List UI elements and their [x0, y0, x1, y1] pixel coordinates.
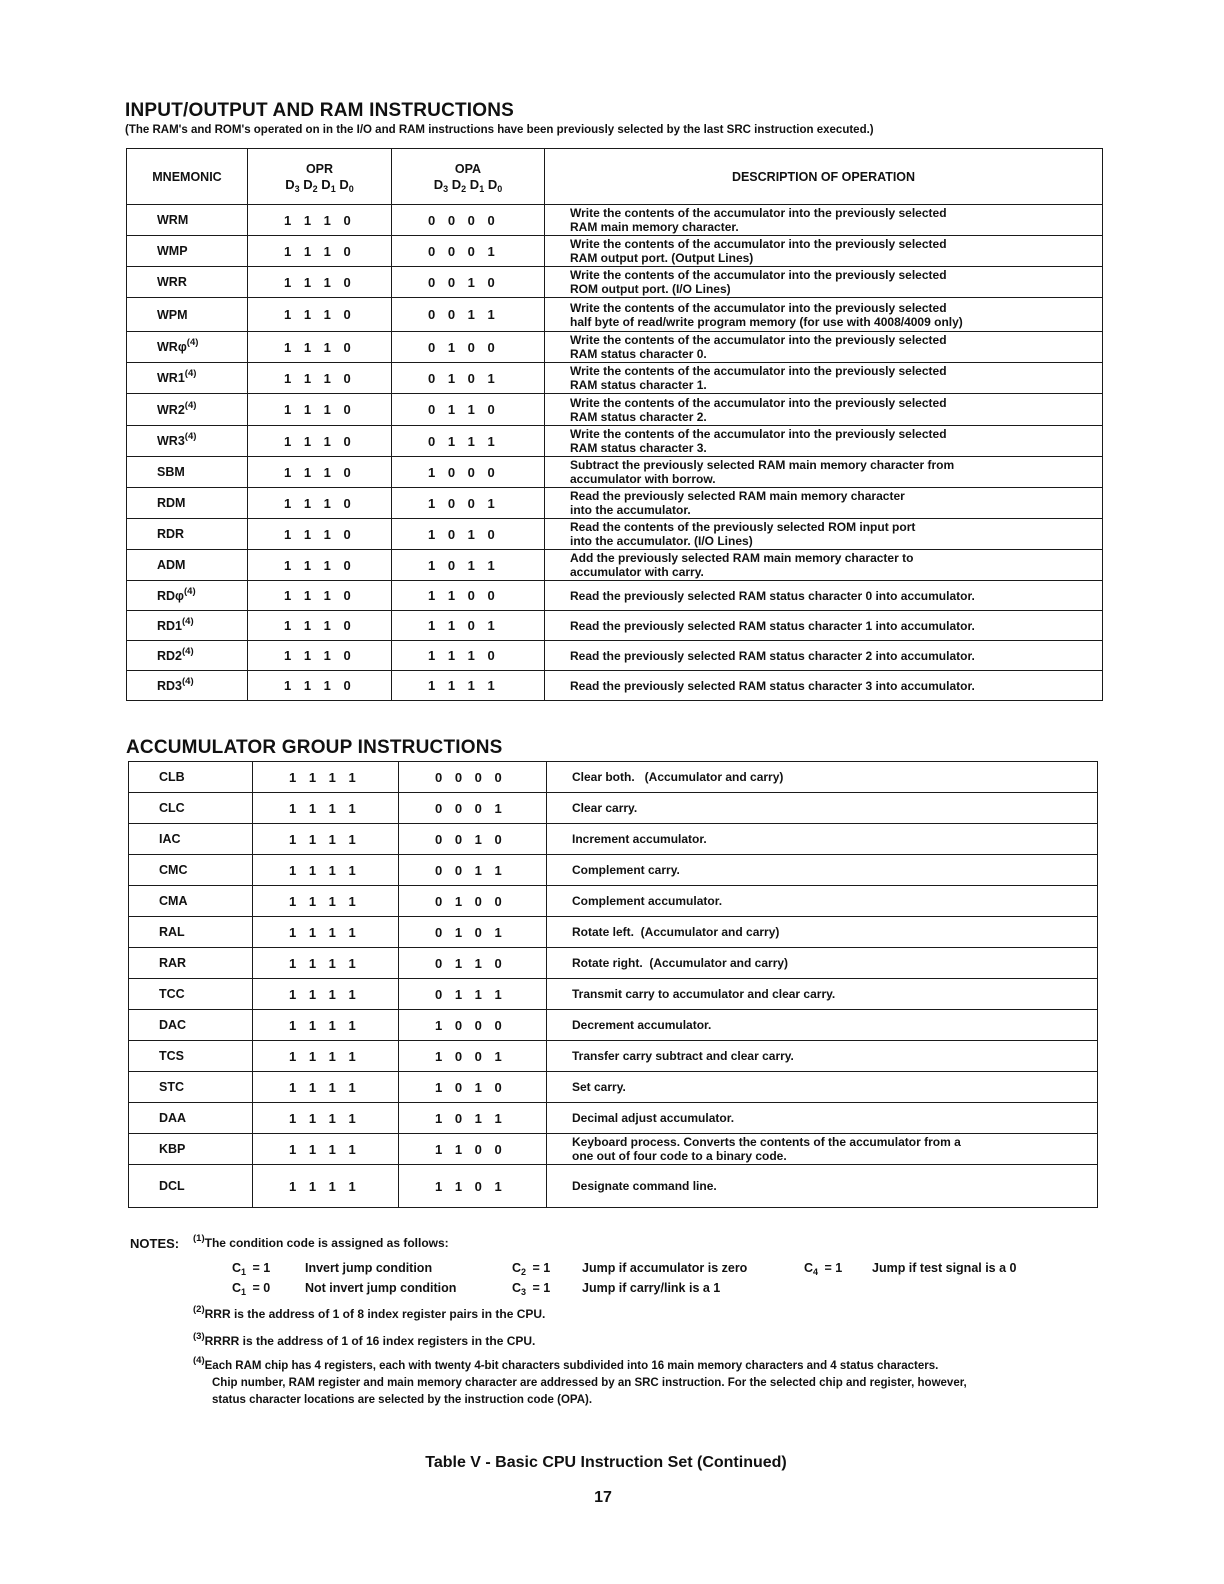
description-cell: Write the contents of the accumulator into the previously selected RAM status character 1. — [545, 363, 1103, 394]
table-row — [127, 550, 1103, 581]
opa-bits-cell: 0 0 0 0 — [399, 762, 547, 793]
mnemonic-cell: RD2$^{(4)}$ — [127, 641, 248, 671]
description-cell: Read the previously selected RAM status character 3 into accumulator. — [545, 671, 1103, 701]
description-cell: Read the contents of the previously selected ROM input port into the accumulator. (I/O Lines) — [545, 519, 1103, 550]
opr-bits-cell: 1 1 1 0 — [248, 488, 392, 519]
description-cell: Add the previously selected RAM main memory character to accumulator with carry. — [545, 550, 1103, 581]
opa-bits-cell: 0 1 0 1 — [392, 363, 545, 394]
mnemonic-cell: RDR — [127, 519, 248, 550]
description-cell: Write the contents of the accumulator into the previously selected RAM status character 2. — [545, 394, 1103, 426]
opa-bits-cell: 0 0 1 0 — [392, 267, 545, 298]
table-row — [129, 1103, 1098, 1134]
table-row — [127, 332, 1103, 363]
opa-bits-cell: 0 0 1 0 — [399, 824, 547, 855]
description-cell: Transfer carry subtract and clear carry. — [547, 1041, 1098, 1072]
table-row — [127, 457, 1103, 488]
opr-bits-cell: 1 1 1 1 — [253, 1072, 399, 1103]
opa-bits-cell: 1 0 0 0 — [392, 457, 545, 488]
table-row — [129, 824, 1098, 855]
mnemonic-cell: WRM — [127, 205, 248, 236]
note-3: $^{(3)}$RRRR is the address of 1 of 16 index registers in the CPU. — [193, 1331, 536, 1348]
description-cell: Write the contents of the accumulator into the previously selected RAM status character 0. — [545, 332, 1103, 363]
table-row — [129, 762, 1098, 793]
table-row — [129, 886, 1098, 917]
condition-c2: $C_2 = 1$ Jump if accumulator is zero — [512, 1261, 748, 1277]
description-cell: Read the previously selected RAM status character 1 into accumulator. — [545, 611, 1103, 641]
opr-bits-cell: 1 1 1 1 — [253, 948, 399, 979]
description-cell: Transmit carry to accumulator and clear carry. — [547, 979, 1098, 1010]
mnemonic-cell: WR2$^{(4)}$ — [127, 394, 248, 426]
mnemonic-cell: SBM — [127, 457, 248, 488]
opa-bits-cell: 1 0 0 1 — [392, 488, 545, 519]
note-4: $^{(4)}$Each RAM chip has 4 registers, each with twenty 4-bit characters subdivided into 16 main memory characters and 4 status characters. — [193, 1355, 939, 1372]
note-2: $^{(2)}$RRR is the address of 1 of 8 index register pairs in the CPU. — [193, 1304, 546, 1321]
page-number: 17 — [594, 1489, 612, 1506]
opr-bits-cell: 1 1 1 1 — [253, 979, 399, 1010]
description-cell: Subtract the previously selected RAM main memory character from accumulator with borrow. — [545, 457, 1103, 488]
table-row — [129, 1041, 1098, 1072]
table-row — [127, 488, 1103, 519]
header-mnemonic: MNEMONIC — [127, 149, 248, 205]
table-row — [129, 793, 1098, 824]
opa-bits-cell: 0 0 1 1 — [399, 855, 547, 886]
mnemonic-cell: IAC — [129, 824, 253, 855]
table-row — [129, 948, 1098, 979]
table-row — [127, 581, 1103, 611]
table-row — [127, 611, 1103, 641]
footnote-ref: (4) — [182, 615, 194, 627]
table-row — [127, 236, 1103, 267]
io-section-subtitle: (The RAM's and ROM's operated on in the I/O and RAM instructions have been previously selected by the last SRC instruction executed.) — [125, 124, 874, 136]
opr-bits-cell: 1 1 1 1 — [253, 855, 399, 886]
mnemonic-cell: WPM — [127, 298, 248, 332]
table-header-row — [127, 149, 1103, 205]
opa-bits-cell: 0 1 0 1 — [399, 917, 547, 948]
mnemonic-cell: WRR — [127, 267, 248, 298]
io-section-title: INPUT/OUTPUT AND RAM INSTRUCTIONS — [125, 100, 515, 121]
opa-bits-cell: 0 0 1 1 — [392, 298, 545, 332]
header-opa: OPA $D_3$ $D_2$ $D_1$ $D_0$ — [392, 149, 545, 205]
opr-bits-cell: 1 1 1 1 — [253, 1010, 399, 1041]
header-description: DESCRIPTION OF OPERATION — [545, 149, 1103, 205]
table-row — [129, 979, 1098, 1010]
opr-bits-cell: 1 1 1 0 — [248, 457, 392, 488]
mnemonic-cell: KBP — [129, 1134, 253, 1165]
mnemonic-cell: CMA — [129, 886, 253, 917]
opr-bits-cell: 1 1 1 0 — [248, 581, 392, 611]
opr-bits-cell: 1 1 1 1 — [253, 886, 399, 917]
footnote-ref: (4) — [184, 399, 197, 411]
table-row — [129, 855, 1098, 886]
opr-bits-cell: 1 1 1 1 — [253, 1134, 399, 1165]
description-cell: Rotate right. (Accumulator and carry) — [547, 948, 1098, 979]
opa-bits-cell: 1 0 0 1 — [399, 1041, 547, 1072]
table-row — [127, 363, 1103, 394]
description-cell: Rotate left. (Accumulator and carry) — [547, 917, 1098, 948]
opa-bits-cell: 0 1 0 0 — [399, 886, 547, 917]
opr-bits-cell: 1 1 1 0 — [248, 671, 392, 701]
opa-bits-cell: 1 1 0 1 — [399, 1165, 547, 1208]
opa-bits-cell: 0 1 1 1 — [399, 979, 547, 1010]
opr-bits-cell: 1 1 1 1 — [253, 824, 399, 855]
description-cell: Clear carry. — [547, 793, 1098, 824]
mnemonic-cell: RAR — [129, 948, 253, 979]
footnote-ref: (4) — [182, 645, 194, 657]
io-ram-instruction-table — [126, 148, 1103, 701]
table-row — [127, 671, 1103, 701]
opr-bits-cell: 1 1 1 0 — [248, 550, 392, 581]
mnemonic-cell: STC — [129, 1072, 253, 1103]
footnote-ref: (4) — [184, 431, 197, 442]
opa-bits-cell: 0 0 0 1 — [392, 236, 545, 267]
description-cell: Set carry. — [547, 1072, 1098, 1103]
opr-bits-cell: 1 1 1 0 — [248, 298, 392, 332]
description-cell: Complement carry. — [547, 855, 1098, 886]
mnemonic-cell: ADM — [127, 550, 248, 581]
condition-c1-1: $C_1 = 1$ Invert jump condition — [232, 1261, 433, 1277]
table-row — [127, 298, 1103, 332]
opr-bits-cell: 1 1 1 0 — [248, 205, 392, 236]
opr-bits-cell: 1 1 1 0 — [248, 332, 392, 363]
table-row — [127, 426, 1103, 457]
description-cell: Write the contents of the accumulator into the previously selected half byte of read/write program memory (for use with 4008/4009 only) — [545, 298, 1103, 332]
opr-bits-cell: 1 1 1 0 — [248, 641, 392, 671]
opa-bit-labels: $D_3$ $D_2$ $D_1$ $D_0$ — [433, 176, 503, 194]
opr-bits-cell: 1 1 1 0 — [248, 363, 392, 394]
description-cell: Read the previously selected RAM status character 2 into accumulator. — [545, 641, 1103, 671]
opr-bit-labels: $D_3$ $D_2$ $D_1$ $D_0$ — [285, 176, 354, 194]
opa-bits-cell: 0 1 1 0 — [392, 394, 545, 426]
opa-bits-cell: 0 1 1 1 — [392, 426, 545, 457]
opa-bits-cell: 1 0 1 1 — [392, 550, 545, 581]
table-caption: Table V - Basic CPU Instruction Set (Continued) — [425, 1454, 787, 1471]
mnemonic-cell: RDM — [127, 488, 248, 519]
opa-bits-cell: 0 1 1 0 — [399, 948, 547, 979]
opr-bits-cell: 1 1 1 1 — [253, 1103, 399, 1134]
mnemonic-cell: DAA — [129, 1103, 253, 1134]
condition-c1-0: $C_1 = 0$ Not invert jump condition — [232, 1281, 457, 1297]
opr-bits-cell: 1 1 1 0 — [248, 519, 392, 550]
table-row — [129, 1010, 1098, 1041]
opr-bits-cell: 1 1 1 0 — [248, 394, 392, 426]
mnemonic-cell: RDφ$^{(4)}$ — [127, 581, 248, 611]
opr-bits-cell: 1 1 1 1 — [253, 917, 399, 948]
mnemonic-cell: WR3$^{(4)}$ — [127, 426, 248, 457]
note-4-line-2: Chip number, RAM register and main memory character are addressed by an SRC instruction. For the selected chip and register, however, — [212, 1377, 967, 1389]
mnemonic-cell: WMP — [127, 236, 248, 267]
description-cell: Increment accumulator. — [547, 824, 1098, 855]
table-row — [127, 267, 1103, 298]
opa-bits-cell: 1 1 0 0 — [392, 581, 545, 611]
description-cell: Write the contents of the accumulator into the previously selected ROM output port. (I/O Lines) — [545, 267, 1103, 298]
table-row — [129, 917, 1098, 948]
opa-bits-cell: 1 0 1 1 — [399, 1103, 547, 1134]
mnemonic-cell: CMC — [129, 855, 253, 886]
description-cell: Write the contents of the accumulator into the previously selected RAM output port. (Output Lines) — [545, 236, 1103, 267]
table-row — [129, 1072, 1098, 1103]
table-row — [127, 205, 1103, 236]
opr-bits-cell: 1 1 1 1 — [253, 1165, 399, 1208]
description-cell: Designate command line. — [547, 1165, 1098, 1208]
table-row — [127, 394, 1103, 426]
description-cell: Write the contents of the accumulator into the previously selected RAM main memory character. — [545, 205, 1103, 236]
description-cell: Clear both. (Accumulator and carry) — [547, 762, 1098, 793]
table-row — [127, 519, 1103, 550]
description-cell: Decimal adjust accumulator. — [547, 1103, 1098, 1134]
opr-bits-cell: 1 1 1 0 — [248, 236, 392, 267]
accumulator-section-title: ACCUMULATOR GROUP INSTRUCTIONS — [126, 737, 503, 758]
mnemonic-cell: RD1$^{(4)}$ — [127, 611, 248, 641]
opa-bits-cell: 0 0 0 0 — [392, 205, 545, 236]
condition-c3: $C_3 = 1$ Jump if carry/link is a 1 — [512, 1281, 721, 1297]
notes-label: NOTES: — [130, 1236, 180, 1251]
opa-bits-cell: 1 0 0 0 — [399, 1010, 547, 1041]
description-cell: Read the previously selected RAM main memory character into the accumulator. — [545, 488, 1103, 519]
mnemonic-cell: CLC — [129, 793, 253, 824]
footnote-ref: (4) — [184, 368, 197, 379]
mnemonic-cell: TCS — [129, 1041, 253, 1072]
opa-bits-cell: 1 1 1 1 — [392, 671, 545, 701]
condition-c4: $C_4 = 1$ Jump if test signal is a 0 — [804, 1261, 1017, 1277]
footnote-ref: (4) — [186, 337, 199, 348]
opa-bits-cell: 1 1 0 1 — [392, 611, 545, 641]
opr-bits-cell: 1 1 1 0 — [248, 426, 392, 457]
opa-bits-cell: 1 0 1 0 — [399, 1072, 547, 1103]
note-4-line-3: status character locations are selected by the instruction code (OPA). — [212, 1394, 593, 1406]
opr-bits-cell: 1 1 1 1 — [253, 762, 399, 793]
mnemonic-cell: WRφ$^{(4)}$ — [127, 332, 248, 363]
mnemonic-cell: RD3$^{(4)}$ — [127, 671, 248, 701]
accumulator-instruction-table — [128, 761, 1098, 1208]
opr-bits-cell: 1 1 1 1 — [253, 1041, 399, 1072]
description-cell: Read the previously selected RAM status character 0 into accumulator. — [545, 581, 1103, 611]
footnote-ref: (4) — [182, 675, 194, 687]
opr-bits-cell: 1 1 1 0 — [248, 267, 392, 298]
opr-bits-cell: 1 1 1 0 — [248, 611, 392, 641]
mnemonic-cell: CLB — [129, 762, 253, 793]
opa-bits-cell: 0 1 0 0 — [392, 332, 545, 363]
note-1: $^{(1)}$The condition code is assigned as follows: — [193, 1233, 449, 1250]
mnemonic-cell: WR1$^{(4)}$ — [127, 363, 248, 394]
mnemonic-cell: TCC — [129, 979, 253, 1010]
table-row — [129, 1134, 1098, 1165]
opr-bits-cell: 1 1 1 1 — [253, 793, 399, 824]
description-cell: Write the contents of the accumulator into the previously selected RAM status character 3. — [545, 426, 1103, 457]
opa-bits-cell: 1 1 1 0 — [392, 641, 545, 671]
description-cell: Keyboard process. Converts the contents of the accumulator from a one out of four code to a binary code. — [547, 1134, 1098, 1165]
header-opr: OPR $D_3$ $D_2$ $D_1$ $D_0$ — [248, 149, 392, 205]
opa-bits-cell: 0 0 0 1 — [399, 793, 547, 824]
mnemonic-cell: RAL — [129, 917, 253, 948]
opa-bits-cell: 1 0 1 0 — [392, 519, 545, 550]
description-cell: Decrement accumulator. — [547, 1010, 1098, 1041]
footnote-ref: (4) — [184, 585, 196, 597]
mnemonic-cell: DCL — [129, 1165, 253, 1208]
table-row — [127, 641, 1103, 671]
table-row — [129, 1165, 1098, 1208]
opa-bits-cell: 1 1 0 0 — [399, 1134, 547, 1165]
mnemonic-cell: DAC — [129, 1010, 253, 1041]
description-cell: Complement accumulator. — [547, 886, 1098, 917]
